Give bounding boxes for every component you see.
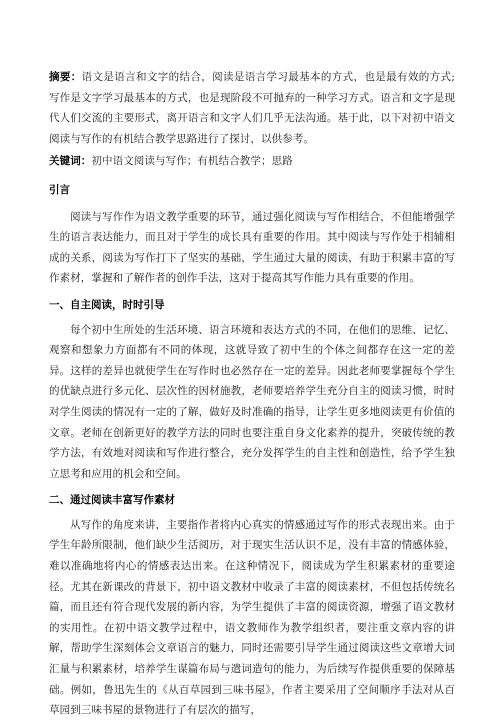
- intro-paragraph: 阅读与写作作为语文教学重要的环节，通过强化阅读与写作相结合，不但能增强学生的语言表达能力，而且对于学生的成长具有重要的作用。其中阅读与写作处于相辅相成的关系，阅读为写作打下了坚实的基础，学生通过大量的阅读，有助于积累丰富的写作素材，掌握和了解作者的创作手法，这对于提高其写作能力具有重要的作用。: [49, 210, 455, 285]
- section-2-paragraph: 从写作的角度来讲，主要指作者将内心真实的情感通过写作的形式表现出来。由于学生年龄所限制，他们缺少生活阅历，对于现实生活认识不足，没有丰富的情感体验，难以准确地将内心的情感表达出来。在这种情况下，阅读成为学生积累素材的重要途径。尤其在新课改的背景下，初中语文教材中收录了丰富的阅读素材，不但包括传统名篇，而且还有符合现代发展的新内容，为学生提供了丰富的阅读资源，增强了语文教材的实用性。在初中语文教学过程中，语文教师作为教学组织者，要注重文章内容的讲解，帮助学生深刻体会文章语言的魅力，同时还需要引导学生通过阅读这些文章增大词汇量与积累素材，培养学生谋篇布局与遣词造句的能力，为后续写作提供重要的保障基础。例如，鲁迅先生的《从百草园到三味书屋》，作者主要采用了空间顺序手法对从百草园到三味书屋的景物进行了有层次的描写，: [49, 518, 455, 717]
- section-1-paragraph: 每个初中生所处的生活环境、语言环境和表达方式的不同，在他们的思维、记忆、观察和想象力方面都有不同的体现，这就导致了初中生的个体之间都存在这一定的差异。这样的差异也就使学生在写作时也必然存在一定的差异。因此老师要掌握每个学生的优缺点进行多元化、层次性的因材施教，老师要培养学生充分自主的阅读习惯，时时对学生阅读的情况有一定的了解，做好及时准确的指导，让学生更多地阅读更有价值的文章。老师在创新更好的教学方法的同时也要注重自身文化素养的提升，突破传统的教学方法，有效地对阅读和写作进行整合，充分发挥学生的自主性和创造性，给予学生独立思考和应用的机会和空间。: [49, 323, 455, 480]
- abstract: [49, 67, 455, 149]
- abstract-text: 语文是语言和文字的结合，阅读是语言学习最基本的方式，也是最有效的方式;写作是文字学习最基本的方式，也是现阶段不可抛弃的一种学习方式。语言和文字是现代人们交流的主要形式，离开语言和文字人们几乎无法沟通。基于此，以下对初中语文阅读与写作的有机结合教学思路进行了探讨，以供参考。: [49, 71, 455, 145]
- intro-heading: 引言: [49, 183, 70, 196]
- abstract-label: 摘要：: [49, 71, 82, 83]
- section-2-heading: 二、通过阅读丰富写作素材: [49, 494, 175, 507]
- keywords: [49, 151, 455, 172]
- keywords-text: 初中语文阅读与写作；有机结合教学；思路: [91, 155, 293, 168]
- document-page: [49, 67, 455, 721]
- section-1-heading: 一、自主阅读，时时引导: [49, 298, 165, 311]
- keywords-label: 关键词：: [49, 155, 92, 168]
